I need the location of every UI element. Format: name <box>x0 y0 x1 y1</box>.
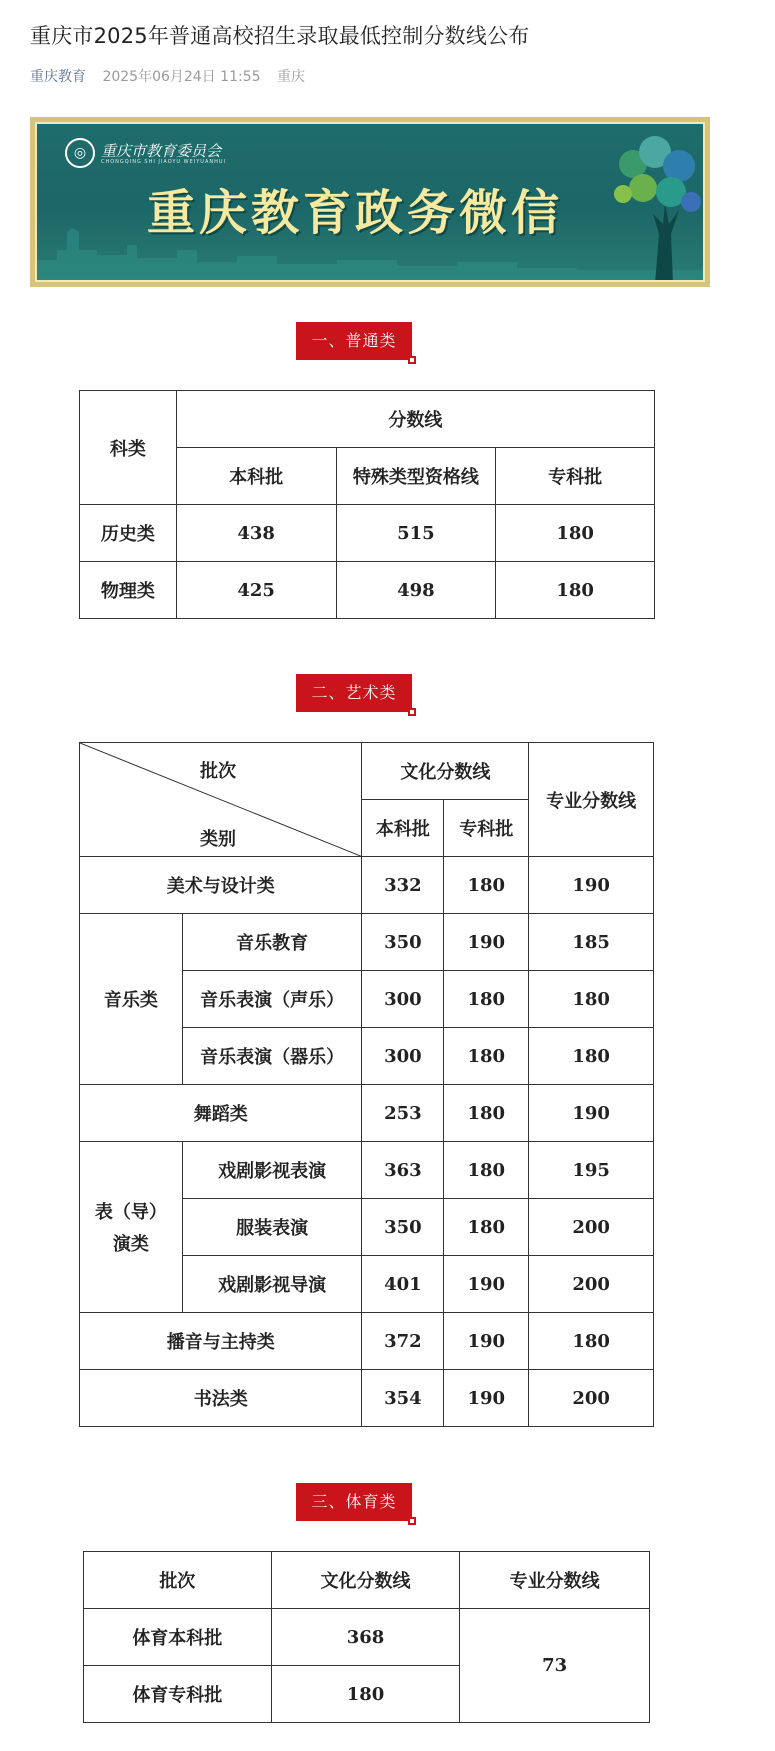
cell-value: 200 <box>529 1370 654 1427</box>
header-culture: 文化分数线 <box>271 1552 460 1609</box>
banner-headline: 重庆教育政务微信 <box>147 185 564 241</box>
cell-value: 363 <box>362 1142 444 1199</box>
cell-value: 300 <box>362 971 444 1028</box>
cell-value: 180 <box>444 1085 529 1142</box>
cell-value: 498 <box>336 562 496 619</box>
table-row <box>80 914 654 971</box>
source-link[interactable]: 重庆教育 <box>30 69 86 85</box>
diagonal-header <box>80 743 362 857</box>
cell-value: 180 <box>529 1028 654 1085</box>
art-score-table <box>79 742 654 1427</box>
cell-value: 332 <box>362 857 444 914</box>
section-heading-art: 二、艺术类 <box>296 674 412 712</box>
table-row <box>80 505 655 562</box>
row-label: 物理类 <box>80 562 177 619</box>
header-col: 特殊类型资格线 <box>336 448 496 505</box>
cell-value: 438 <box>176 505 336 562</box>
article-meta <box>30 66 305 86</box>
cell-value: 425 <box>176 562 336 619</box>
tree-graphic <box>593 124 703 282</box>
header-culture: 文化分数线 <box>362 743 529 800</box>
table-row <box>80 857 654 914</box>
row-label: 音乐表演（器乐） <box>182 1028 362 1085</box>
sports-score-table <box>83 1551 650 1723</box>
header-major: 专业分数线 <box>529 743 654 857</box>
cell-value: 180 <box>444 971 529 1028</box>
cell-value: 180 <box>444 1028 529 1085</box>
row-label: 舞蹈类 <box>80 1085 362 1142</box>
row-label: 体育本科批 <box>84 1609 272 1666</box>
cell-value: 354 <box>362 1370 444 1427</box>
table-row <box>80 1142 654 1199</box>
cell-value: 195 <box>529 1142 654 1199</box>
row-label: 服装表演 <box>182 1199 362 1256</box>
table-row <box>80 562 655 619</box>
cell-value: 368 <box>271 1609 460 1666</box>
row-label: 戏剧影视表演 <box>182 1142 362 1199</box>
row-label: 音乐教育 <box>182 914 362 971</box>
cell-value: 180 <box>496 505 655 562</box>
cell-value: 253 <box>362 1085 444 1142</box>
cell-value: 401 <box>362 1256 444 1313</box>
cell-value: 190 <box>444 914 529 971</box>
row-label: 戏剧影视导演 <box>182 1256 362 1313</box>
header-col: 专科批 <box>444 800 529 857</box>
cell-value: 300 <box>362 1028 444 1085</box>
cell-value: 190 <box>529 857 654 914</box>
group-label <box>80 1142 183 1313</box>
group-label-line: 演类 <box>112 1234 149 1255</box>
cell-value: 515 <box>336 505 496 562</box>
header-col: 专科批 <box>496 448 655 505</box>
section-heading-general: 一、普通类 <box>296 322 412 360</box>
row-label: 美术与设计类 <box>80 857 362 914</box>
cell-value: 180 <box>271 1666 460 1723</box>
header-score-line: 分数线 <box>176 391 654 448</box>
cell-value: 180 <box>496 562 655 619</box>
header-col: 本科批 <box>362 800 444 857</box>
group-label-line: 表（导） <box>94 1202 167 1223</box>
row-label: 体育专科批 <box>84 1666 272 1723</box>
group-label: 音乐类 <box>80 914 183 1085</box>
cell-value: 200 <box>529 1199 654 1256</box>
cell-value: 190 <box>444 1370 529 1427</box>
row-label: 音乐表演（声乐） <box>182 971 362 1028</box>
cell-value: 372 <box>362 1313 444 1370</box>
cell-value: 190 <box>444 1256 529 1313</box>
section-heading-sports: 三、体育类 <box>296 1483 412 1521</box>
publish-time: 2025年06月24日 11:55 <box>102 69 261 85</box>
table-row <box>80 1313 654 1370</box>
cell-value-major: 73 <box>460 1609 650 1723</box>
banner-image <box>30 117 710 287</box>
header-batch: 批次 <box>84 1552 272 1609</box>
cell-value: 185 <box>529 914 654 971</box>
cell-value: 180 <box>444 857 529 914</box>
article-title: 重庆市2025年普通高校招生录取最低控制分数线公布 <box>30 24 530 48</box>
cell-value: 350 <box>362 1199 444 1256</box>
header-category: 科类 <box>80 391 177 505</box>
cell-value: 350 <box>362 914 444 971</box>
table-row <box>80 1085 654 1142</box>
header-col: 本科批 <box>176 448 336 505</box>
cell-value: 200 <box>529 1256 654 1313</box>
row-label: 历史类 <box>80 505 177 562</box>
table-row <box>80 1370 654 1427</box>
education-logo-icon: ◎ <box>65 138 95 168</box>
banner-logo-sub: CHONGQING SHI JIAOYU WEIYUANHUI <box>101 159 227 165</box>
row-label: 播音与主持类 <box>80 1313 362 1370</box>
general-score-table <box>79 390 655 619</box>
row-label: 书法类 <box>80 1370 362 1427</box>
diag-bottom-label: 类别 <box>200 829 236 850</box>
cell-value: 180 <box>444 1199 529 1256</box>
cell-value: 180 <box>444 1142 529 1199</box>
location: 重庆 <box>276 69 305 85</box>
cell-value: 190 <box>529 1085 654 1142</box>
diag-top-label: 批次 <box>200 761 236 782</box>
banner-logo-text: 重庆市教育委员会 <box>101 142 222 160</box>
table-row <box>84 1609 650 1666</box>
cell-value: 190 <box>444 1313 529 1370</box>
cell-value: 180 <box>529 971 654 1028</box>
header-major: 专业分数线 <box>460 1552 650 1609</box>
cell-value: 180 <box>529 1313 654 1370</box>
